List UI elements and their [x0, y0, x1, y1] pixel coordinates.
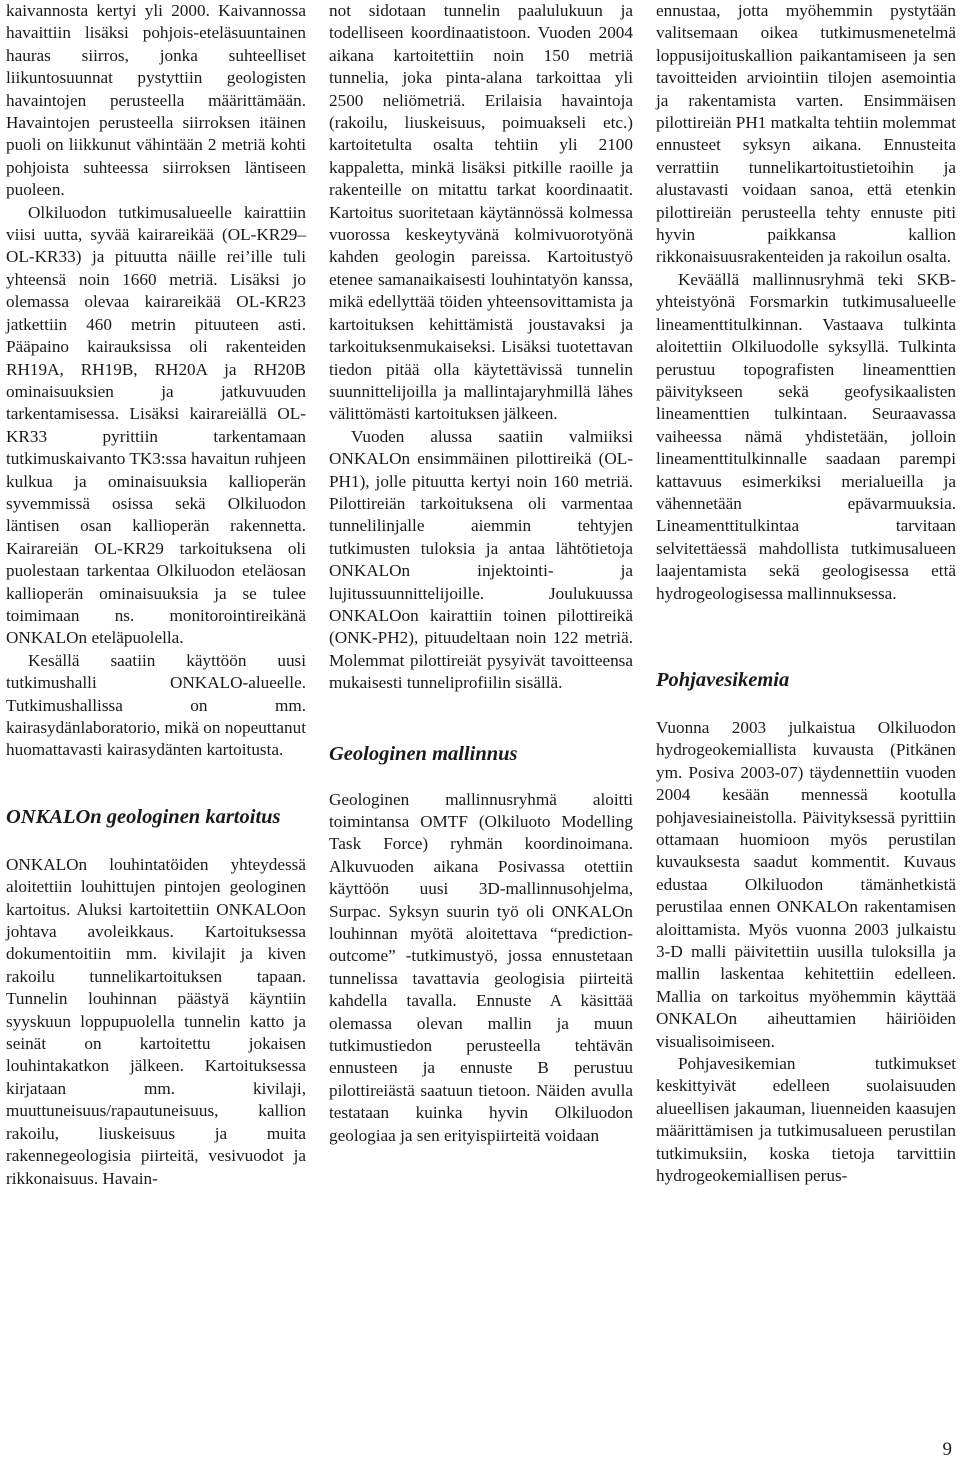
paragraph: kaivannosta kertyi yli 2000. Kaivannossa havaittiin lisäksi pohjois-eteläsuuntainen hauras siirros, jonka suhteelliset liikuntosuunnat pystyttiin geologisten havaintojen perusteella määrittämään. Havaintojen perusteella siirroksen itäinen puoli on liikkunut vähintään 2 metriä kohti pohjoista suhteessa siirroksen läntiseen puoleen.	[6, 1, 306, 200]
paragraph: Vuoden alussa saatiin valmiiksi ONKALOn ensimmäinen pilottireikä (OL-PH1), jolle pituutta kertyi noin 160 metriä. Pilottireiän tarkoituksena oli varmentaa tunnelilinjalle aiemmin tehtyjen tutkimusten tuloksia ja antaa lähtötietoja ONKALOn injektointi- ja lujitussuunnittelijoille. Joulukuussa ONKALOon kairattiin toinen pilottireikä (ONK-PH2), pituudeltaan noin 122 metriä. Molemmat pilottireiät pysyivät tavoitteensa mukaisesti tunneliprofiilin sisällä.	[329, 426, 633, 693]
paragraph: Kesällä saatiin käyttöön uusi tutkimushalli ONKALO-alueelle. Tutkimushallissa on mm. kairasydänlaboratorio, mikä on nopeuttanut huomattavasti kairasydänten kartoitusta.	[6, 650, 306, 760]
paragraph: Keväällä mallinnusryhmä teki SKB-yhteistyönä Forsmarkin tutkimusalueelle lineamenttitulkinnan. Vastaava tulkinta aloitettiin Olkiluodolle syksyllä. Tulkinta perustuu topografisten lineamenttien päivitykseen sekä geofysikaalisten lineamenttien tulkintaan. Seuraavassa vaiheessa nämä yhdistetään, jolloin lineamenttitulkinnalle saadaan parempi kattavuus esimerkiksi merialueilla ja vähennetään epävarmuuksia. Lineamenttitulkintaa tarvitaan selvitettäessä mahdollista tutkimusalueen laajentamista sekä geologisessa että hydrogeologisessa mallinnuksessa.	[656, 269, 956, 603]
paragraph: not sidotaan tunnelin paalulukuun ja todelliseen koordinaatistoon. Vuoden 2004 aikana kartoitettiin noin 150 metriä tunnelia, joka pinta-alana tarkoittaa yli 2500 neliömetriä. Erilaisia havaintoja (rakoilu, liuskeisuus, poimuakseli etc.) kartoitetulta osalta tehtiin yli 2100 kappaletta, minkä lisäksi pitkille raoille ja rakenteille on mitattu tarkat koordinaatit. Kartoitus suoritetaan käytännössä kolmessa vuorossa keskeytyvänä kolmivuorotyönä kahden geologin pareissa. Kartoitustyö etenee samanaikaisesti louhintatyön kanssa, mikä edellyttää töiden yhteensovittamista ja kartoituksen kehittämistä joustavaksi ja tarkoituksenmukaiseksi. Lisäksi tuotettavan tiedon pitää olla käytettävissä tunnelin suunnittelijoilla ja mallintajaryhmillä lähes välittömästi kartoituksen jälkeen.	[329, 1, 633, 424]
text-column-right	[656, 0, 956, 1188]
paragraph: Geologinen mallinnusryhmä aloitti toimintansa OMTF (Olkiluoto Modelling Task Force) ryhmän koordinoimana. Alkuvuoden aikana Posivassa otettiin käyttöön uusi 3D-mallinnusohjelma, Surpac. Syksyn suurin työ oli ONKALOn louhinnan myötä aloitettava “prediction-outcome” -tutkimustyö, jossa ennustetaan tunnelissa tavattavia geologisia piirteitä kahdella tavalla. Ennuste A käsittää olemassa olevan mallin ja muun tutkimustiedon perusteella tehtävän ennusteen ja ennuste B perustuu pilottireiästä saatuun tietoon. Näiden avulla testataan kuinka hyvin Olkiluodon geologiaa ja sen erityispiirteitä voidaan	[329, 789, 633, 1145]
paragraph: ennustaa, jotta myöhemmin pystytään valitsemaan oikea tutkimusmenetelmä loppusijoituskallion paikantamiseen ja sen tavoitteiden arviointiin tilojen asemointia ja rakentamista varten. Ensimmäisen pilottireiän PH1 matkalta tehtiin molemmat ennusteet syksyn aikana. Ennusteita verrattiin tunnelikartoitustietoihin ja alustavasti voidaan sanoa, että etenkin pilottireiän perusteella tehty ennuste piti hyvin paikkansa kallion rikkonaisuusrakenteiden ja rakoilun osalta.	[656, 1, 956, 267]
section-heading: Geologinen mallinnus	[329, 742, 518, 765]
paragraph: Pohjavesikemian tutkimukset keskittyivät edelleen suolaisuuden alueellisen jakauman, liuenneiden kaasujen määrittämisen ja tutkimusalueen perustilan tutkimuksiin, koska tietoja tarvittiin hydrogeokemiallisen perus-	[656, 1054, 956, 1186]
page-number: 9	[942, 1439, 952, 1460]
section-heading: ONKALOn geologinen kartoitus	[6, 805, 281, 828]
text-column-left	[6, 0, 306, 1190]
paragraph: Olkiluodon tutkimusalueelle kairattiin viisi uutta, syvää kairareikää (OL-KR29–OL-KR33) ja pituutta näille rei’ille tuli yhteensä noin 1660 metriä. Lisäksi jo olemassa olevaa kairareikää OL-KR23 jatkettiin 460 metrin pituuteen asti. Pääpaino kairauksissa oli rakenteiden RH19A, RH19B, RH20A ja RH20B ominaisuuksien ja jatkuvuuden tarkentamisessa. Lisäksi kairareiällä OL-KR33 pyrittiin tarkentamaan tutkimuskaivanto TK3:ssa havaitun ruhjeen kulkua ja ominaisuuksia kallioperän syvemmissä osissa sekä Olkiluodon läntisen osan kallioperän rakennetta. Kairareiän OL-KR29 tarkoituksena oli puolestaan tarkentaa Olkiluodon eteläosan kallioperän ominaisuuksia ja se tulee toimimaan ns. monitorointireikänä ONKALOn eteläpuolella.	[6, 202, 306, 648]
section-heading: Pohjavesikemia	[656, 668, 790, 691]
text-column-middle	[329, 0, 633, 1147]
paragraph: Vuonna 2003 julkaistua Olkiluodon hydrogeokemiallista kuvausta (Pitkänen ym. Posiva 2003-07) täydennettiin vuoden 2004 kesään mennessä kootulla pohjavesiaineistolla. Päivityksessä pyrittiin ottamaan huomioon myös perustilan kuvauksesta saadut kommentit. Kuvaus edustaa Olkiluodon tämänhetkistä perustilaa ennen ONKALOn rakentamisen aloittamista. Myös vuonna 2003 julkaistu 3-D malli päivitettiin uusilla tuloksilla ja mallin laskentaa kehitettiin edelleen. Mallia on tarkoitus myöhemmin käyttää ONKALOn aiheuttamien häiriöiden visualisoimiseen.	[656, 717, 956, 1051]
paragraph: ONKALOn louhintatöiden yhteydessä aloitettiin louhittujen pintojen geologinen kartoitus. Aluksi kartoitettiin ONKALOon johtava avoleikkaus. Kartoituksessa dokumentoitiin mm. kivilajit ja kiven rakoilu tunnelikartoituksen tapaan. Tunnelin louhinnan päästyä käyntiin syyskuun loppupuolella tunnelin katto ja seinät on kartoitettu jokaisen louhintakatkon jälkeen. Kartoituksessa kirjataan mm. kivilaji, muuttuneisuus/rapautuneisuus, kallion rakoilu, liuskeisuus ja muita rakennegeologisia piirteitä, vesivuodot ja rikkonaisuus. Havain-	[6, 854, 306, 1188]
